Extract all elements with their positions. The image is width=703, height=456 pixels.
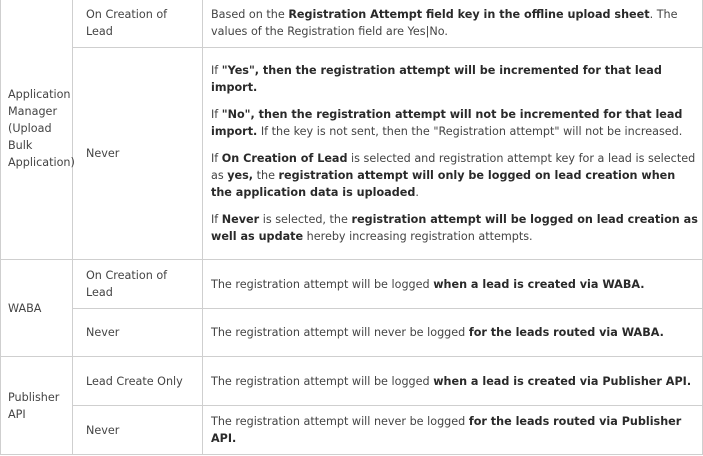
- option-cell: On Creation of Lead: [73, 0, 203, 48]
- table-row: [1, 48, 703, 260]
- description-cell: Based on the Registration Attempt field key in the offline upload sheet. The values of the Registration field are Yes|No.: [203, 0, 703, 48]
- description-paragraph: If "Yes", then the registration attempt will be incremented for that lead import.: [211, 64, 662, 94]
- description-cell: The registration attempt will never be logged for the leads routed via WABA.: [203, 309, 703, 357]
- table-row: [1, 309, 703, 357]
- table-row: [1, 0, 703, 48]
- description-cell: The registration attempt will be logged when a lead is created via Publisher API.: [203, 357, 703, 406]
- option-cell: Never: [73, 309, 203, 357]
- option-cell: Lead Create Only: [73, 357, 203, 406]
- description-cell: The registration attempt will never be logged for the leads routed via Publisher API.: [203, 406, 703, 455]
- category-cell-waba: WABA: [1, 260, 73, 357]
- option-cell: On Creation of Lead: [73, 260, 203, 309]
- table-row: [1, 357, 703, 406]
- option-cell: Never: [73, 406, 203, 455]
- option-cell: Never: [73, 48, 203, 260]
- description-cell: The registration attempt will be logged when a lead is created via WABA.: [203, 260, 703, 309]
- category-cell-application-manager: Application Manager (Upload Bulk Application): [1, 0, 73, 260]
- description-paragraph: If "No", then the registration attempt will not be incremented for that lead import. If the key is not sent, then the "Registration attempt" will not be increased.: [211, 108, 683, 138]
- description-cell: [203, 48, 703, 260]
- description-paragraph: If On Creation of Lead is selected and registration attempt key for a lead is selected as yes, the registration attempt will only be logged on lead creation when the application data is uploaded.: [211, 152, 696, 199]
- description-paragraph: If Never is selected, the registration attempt will be logged on lead creation as well as update hereby increasing registration attempts.: [211, 213, 698, 243]
- category-cell-publisher-api: Publisher API: [1, 357, 73, 455]
- table-row: [1, 406, 703, 455]
- table-row: [1, 260, 703, 309]
